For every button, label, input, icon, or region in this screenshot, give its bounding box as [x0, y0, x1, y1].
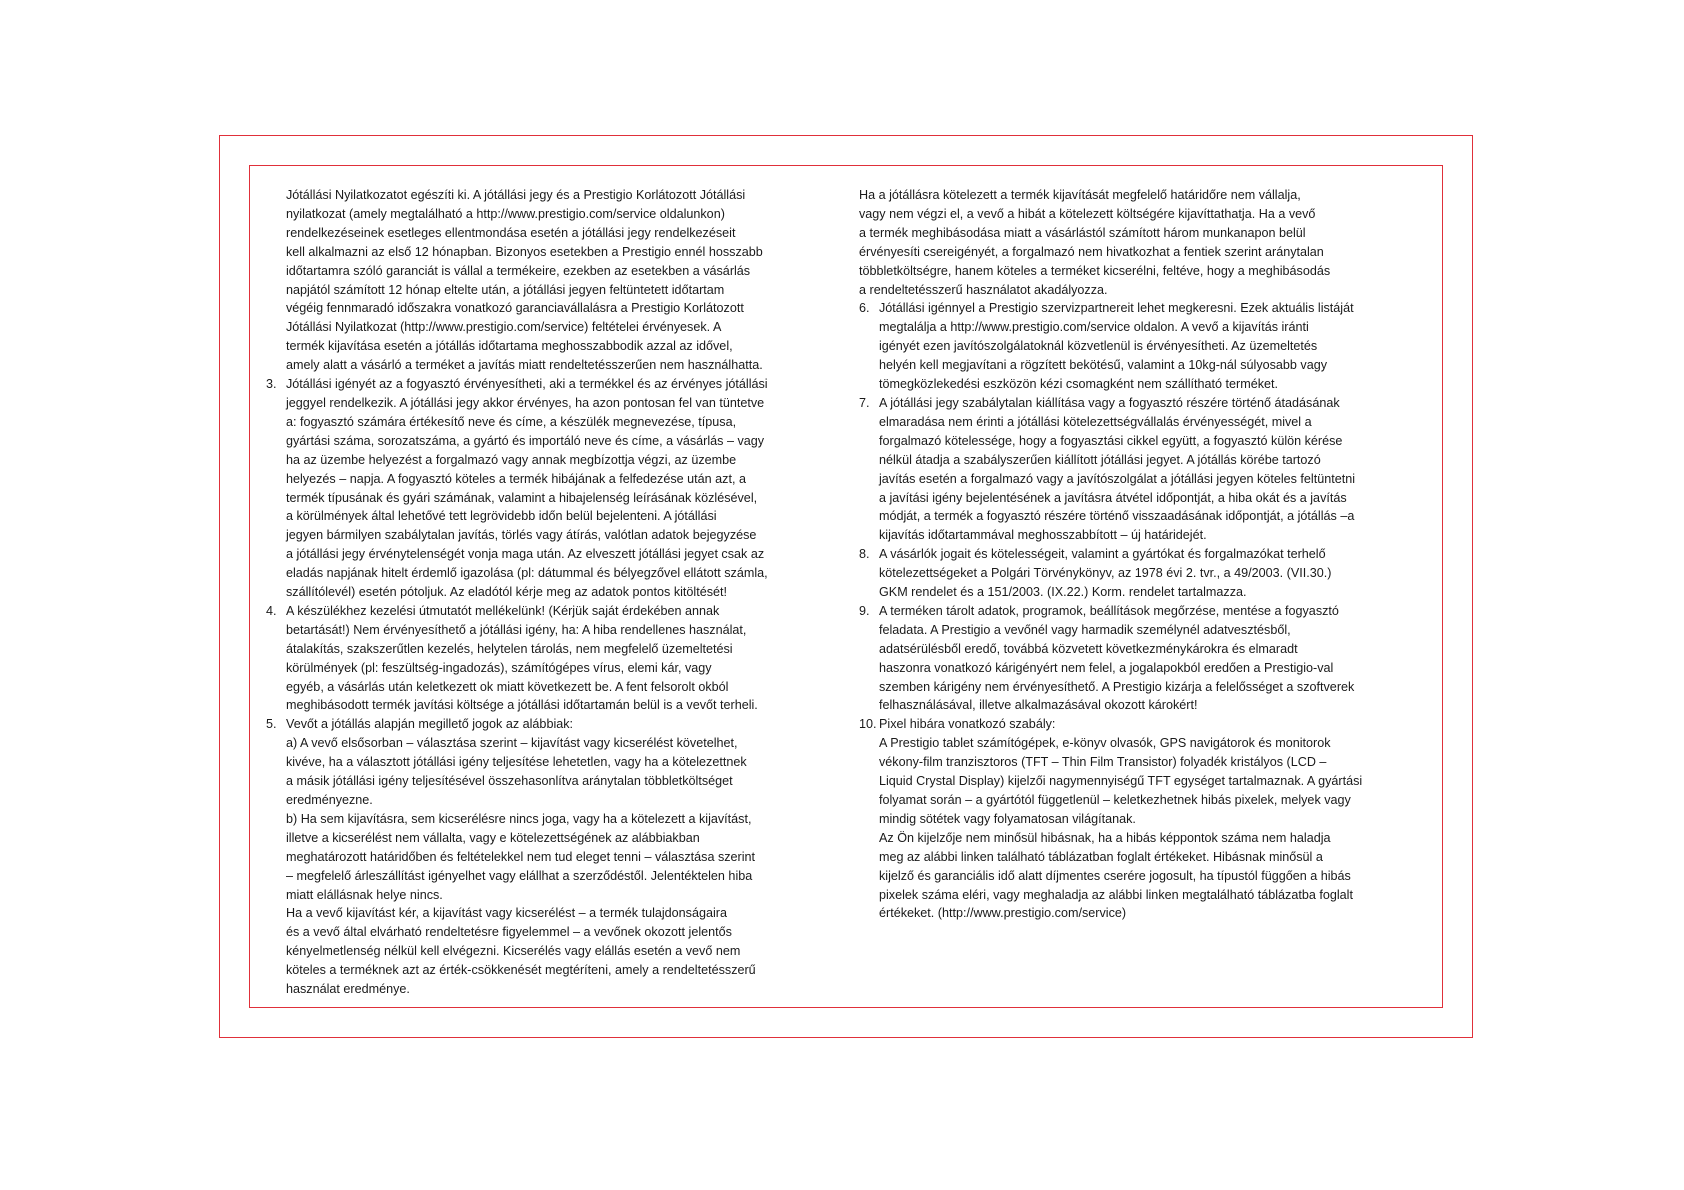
text-line: A készülékhez kezelési útmutatót mellékelünk! (Kérjük saját érdekében annak: [286, 603, 720, 618]
list-number: 5.: [266, 717, 277, 732]
text-line: értékeket. (http://www.prestigio.com/service): [879, 906, 1127, 921]
text-line: gyártási száma, sorozatszáma, a gyártó és importáló neve és címe, a vásárlás – vagy: [286, 433, 765, 448]
left-column: [266, 186, 832, 999]
text-line: kijavítás időtartammával meghosszabbított – új határidejét.: [879, 528, 1207, 543]
text-line: kell alkalmazni az első 12 hónapban. Bizonyos esetekben a Prestigio ennél hosszabb: [286, 244, 763, 259]
list-item-text: [879, 545, 1425, 602]
list-item-8: [859, 545, 1425, 602]
text-line: Az Ön kijelzője nem minősül hibásnak, ha a hibás képpontok száma nem haladja: [879, 830, 1331, 845]
list-item-text: [879, 715, 1425, 923]
text-line: mindig sötétek vagy folyamatosan világítanak.: [879, 811, 1136, 826]
text-line: egyéb, a vásárlás után keletkezett ok miatt következett be. A fent felsorolt okból: [286, 679, 729, 694]
text-line: amely alatt a vásárló a terméket a javítás miatt rendeltetésszerűen nem használhatta.: [286, 358, 763, 373]
list-item-10: [859, 715, 1425, 923]
text-line: vagy nem végzi el, a vevő a hibát a kötelezett költségére kijavíttathatja. Ha a vevő: [859, 206, 1316, 221]
text-line: és a vevő által elvárható rendeltetésre figyelemmel – a vevőnek okozott jelentős: [286, 925, 732, 940]
list-item-4: [266, 602, 832, 715]
list-number: 3.: [266, 377, 277, 392]
text-line: Jótállási Nyilatkozat (http://www.prestigio.com/service) feltételei érvényesek. A: [286, 320, 722, 335]
text-line: Vevőt a jótállás alapján megillető jogok az alábbiak:: [286, 717, 574, 732]
text-line: haszonra vonatkozó kárigényért nem felel, a jogalapokból eredően a Prestigio-val: [879, 660, 1334, 675]
text-line: Pixel hibára vonatkozó szabály:: [879, 717, 1056, 732]
list-number: 8.: [859, 547, 870, 562]
list-item-9: [859, 602, 1425, 715]
text-line: meghibásodott termék javítási költsége a jótállási időtartamán belül is a vevőt terheli.: [286, 698, 758, 713]
text-line: Ha a jótállásra kötelezett a termék kijavítását megfelelő határidőre nem vállalja,: [859, 188, 1301, 202]
text-line: illetve a kicserélést nem vállalta, vagy e kötelezettségének az alábbiakban: [286, 830, 700, 845]
text-line: Jótállási Nyilatkozatot egészíti ki. A jótállási jegy és a Prestigio Korlátozott Jótállási: [286, 188, 746, 202]
text-line: kényelmetlenség nélkül kell elvégezni. Kicserélés vagy elállás esetén a vevő nem: [286, 944, 741, 959]
text-line: szemben kárigény nem érvényesíthető. A Prestigio kizárja a felelősséget a szoftverek: [879, 679, 1355, 694]
list-number: 4.: [266, 603, 277, 618]
text-line: a körülmények által lehetővé tett legrövidebb időn belül bejelenteni. A jótállási: [286, 509, 717, 524]
list-item-3: [266, 375, 832, 602]
text-line: körülmények (pl: feszültség-ingadozás), számítógépes vírus, elemi kár, vagy: [286, 660, 712, 675]
text-line: a) A vevő elsősorban – választása szerint – kijavítást vagy kicserélést követelhet,: [286, 736, 738, 751]
text-line: szállítólevél) esetén pótoljuk. Az eladótól kérje meg az adatok pontos kitöltését!: [286, 585, 728, 600]
text-line: a termék meghibásodása miatt a vásárlástól számított három munkanapon belül: [859, 225, 1306, 240]
text-line: többletköltségre, hanem köteles a terméket kicserélni, feltéve, hogy a meghibásodás: [859, 263, 1331, 278]
text-line: Jótállási igénnyel a Prestigio szervizpartnereit lehet megkeresni. Ezek aktuális listáját: [879, 301, 1354, 316]
text-line: Ha a vevő kijavítást kér, a kijavítást vagy kicserélést – a termék tulajdonságaira: [286, 906, 727, 921]
text-line: A terméken tárolt adatok, programok, beállítások megőrzése, mentése a fogyasztó: [879, 603, 1339, 618]
text-line: napjától számított 12 hónap eltelte után, a jótállási jegyen feltüntetett időtartam: [286, 282, 725, 297]
text-line: nélkül átadja a szabályszerűen kiállított jótállási jegyet. A jótállás körébe tartozó: [879, 452, 1321, 467]
text-line: nyilatkozat (amely megtalálható a http://www.prestigio.com/service oldalunkon): [286, 206, 725, 221]
list-number: 6.: [859, 301, 870, 316]
text-line: jegyen bármilyen szabálytalan javítás, törlés vagy átírás, valótlan adatok bejegyzése: [286, 528, 757, 543]
text-line: megtalálja a http://www.prestigio.com/service oldalon. A vevő a kijavítás iránti: [879, 320, 1309, 335]
text-line: forgalmazó kötelessége, hogy a fogyasztási cikkel együtt, a fogyasztó külön kérése: [879, 433, 1343, 448]
left-intro-paragraph: [266, 186, 832, 375]
text-line: eladás napjának hitelt érdemlő igazolása (pl: dátummal és bélyegzővel ellátott számla,: [286, 566, 768, 581]
text-line: A Prestigio tablet számítógépek, e-könyv olvasók, GPS navigátorok és monitorok: [879, 736, 1331, 751]
text-line: folyamat során – a gyártótól függetlenül – keletkezhetnek hibás pixelek, melyek vagy: [879, 793, 1351, 807]
text-line: átalakítás, szakszerűtlen kezelés, helytelen tárolás, nem megfelelő üzemeltetési: [286, 641, 733, 656]
right-intro-paragraph: [859, 186, 1425, 299]
text-line: a: fogyasztó számára értékesítő neve és címe, a készülék megnevezése, típusa,: [286, 414, 737, 429]
text-line: elmaradása nem érinti a jótállási kötelezettségvállalás érvényességét, mivel a: [879, 414, 1312, 429]
text-line: meghatározott határidőben és feltételekkel nem tud eleget tenni – választása szerint: [286, 849, 756, 864]
text-line: termék típusának és gyári számának, valamint a hibajelenség leírásának közlésével,: [286, 490, 758, 505]
list-number: 10.: [859, 717, 877, 732]
text-line: eredményezne.: [286, 793, 373, 807]
text-line: A jótállási jegy szabálytalan kiállítása vagy a fogyasztó részére történő átadásának: [879, 395, 1340, 410]
text-line: érvényesíti csereigényét, a forgalmazó nem hivatkozhat a fentiek szerint aránytalan: [859, 244, 1324, 259]
list-number: 9.: [859, 603, 870, 618]
text-line: feladata. A Prestigio a vevőnél vagy harmadik személynél adatvesztésből,: [879, 622, 1291, 637]
text-line: betartását!) Nem érvényesíthető a jótállási igény, ha: A hiba rendellenes használat,: [286, 622, 747, 637]
text-line: – megfelelő árleszállítást igényelhet vagy elállhat a szerződéstől. Jelentéktelen hiba: [286, 868, 753, 883]
list-number: 7.: [859, 395, 870, 410]
list-item-text: [286, 602, 832, 715]
text-line: vékony-film tranzisztoros (TFT – Thin Film Transistor) folyadék kristályos (LCD –: [879, 755, 1327, 770]
text-line: ha az üzembe helyezést a forgalmazó vagy annak megbízottja végzi, az üzembe: [286, 452, 737, 467]
list-item-7: [859, 394, 1425, 545]
text-line: köteles a terméknek azt az érték-csökkenését megtéríteni, amely a rendeltetésszerű: [286, 963, 756, 978]
text-line: helyén kell megjavítani a rögzített bekötésű, valamint a 10kg-nál súlyosabb vagy: [879, 358, 1328, 373]
text-line: Liquid Crystal Display) kijelzői nagymennyiségű TFT egységet tartalmaznak. A gyártási: [879, 774, 1363, 789]
text-line: a javítási igény bejelentésének a javításra átvétel időpontját, a hiba okát és a javítás: [879, 490, 1347, 505]
text-line: felhasználásával, illetve alkalmazásával okozott károkért!: [879, 698, 1198, 713]
text-line: a rendeltetésszerű használatot akadályozza.: [859, 282, 1108, 297]
text-line: adatsérülésből eredő, továbbá közvetett következménykárokra és elmaradt: [879, 641, 1298, 656]
text-line: jeggyel rendelkezik. A jótállási jegy akkor érvényes, ha azon pontosan fel van tüntetve: [286, 395, 765, 410]
list-item-text: [879, 394, 1425, 545]
list-item-5: [266, 715, 832, 999]
text-line: javítás esetén a forgalmazó vagy a javítószolgálat a jótállási jegyen köteles feltüntetni: [879, 471, 1356, 486]
text-line: tömegközlekedési eszközön kézi csomagként nem szállítható terméket.: [879, 377, 1278, 392]
text-line: pixelek száma eléri, vagy meghaladja az alábbi linken megtalálható táblázatba foglalt: [879, 887, 1353, 902]
text-line: b) Ha sem kijavításra, sem kicserélésre nincs joga, vagy ha a kötelezett a kijavítást,: [286, 811, 752, 826]
text-line: kivéve, ha a választott jótállási igény teljesítése lehetetlen, vagy ha a kötelezettnek: [286, 755, 747, 770]
text-line: termék kijavítása esetén a jótállás időtartama meghosszabbodik azzal az idővel,: [286, 339, 733, 354]
text-line: végéig fennmaradó időszakra vonatkozó garanciavállalásra a Prestigio Korlátozott: [286, 301, 744, 316]
text-line: a másik jótállási igény teljesítésével összehasonlítva aránytalan többletköltséget: [286, 774, 733, 789]
list-item-text: [879, 299, 1425, 394]
text-line: módját, a termék a fogyasztó részére történő visszaadásának időpontját, a jótállás –a: [879, 509, 1355, 524]
text-line: kötelezettségeket a Polgári Törvénykönyv, az 1978 évi 2. tvr., a 49/2003. (VII.30.): [879, 566, 1332, 581]
list-item-text: [286, 375, 832, 602]
text-line: igényét ezen javítószolgálatoknál közvetlenül is érvényesítheti. Az üzemeltetés: [879, 339, 1318, 354]
text-line: rendelkezéseinek esetleges ellentmondása esetén a jótállási jegy rendelkezéseit: [286, 225, 736, 240]
text-line: helyezés – napja. A fogyasztó köteles a termék hibájának a felfedezése után azt, a: [286, 471, 746, 486]
text-line: időtartamra szóló garanciát is vállal a termékeire, ezekben az esetekben a vásárlás: [286, 263, 751, 278]
text-line: kijelző és garanciális idő alatt díjmentes cserére jogosult, ha típustól függően a hibás: [879, 868, 1351, 883]
text-line: használat eredménye.: [286, 982, 410, 997]
text-line: A vásárlók jogait és kötelességeit, valamint a gyártókat és forgalmazókat terhelő: [879, 547, 1326, 562]
list-item-6: [859, 299, 1425, 394]
text-line: Jótállási igényét az a fogyasztó érvényesítheti, aki a termékkel és az érvényes jótállási: [286, 377, 768, 392]
text-line: meg az alábbi linken található táblázatban foglalt értékeket. Hibásnak minősül a: [879, 849, 1323, 864]
text-line: GKM rendelet és a 151/2003. (IX.22.) Korm. rendelet tartalmazza.: [879, 585, 1247, 600]
text-line: miatt elállásnak helye nincs.: [286, 887, 443, 902]
list-item-text: [286, 715, 832, 999]
text-line: a jótállási jegy érvénytelenségét vonja maga után. Az elveszett jótállási jegyet csak az: [286, 547, 765, 562]
list-item-text: [879, 602, 1425, 715]
right-column: [859, 186, 1425, 923]
